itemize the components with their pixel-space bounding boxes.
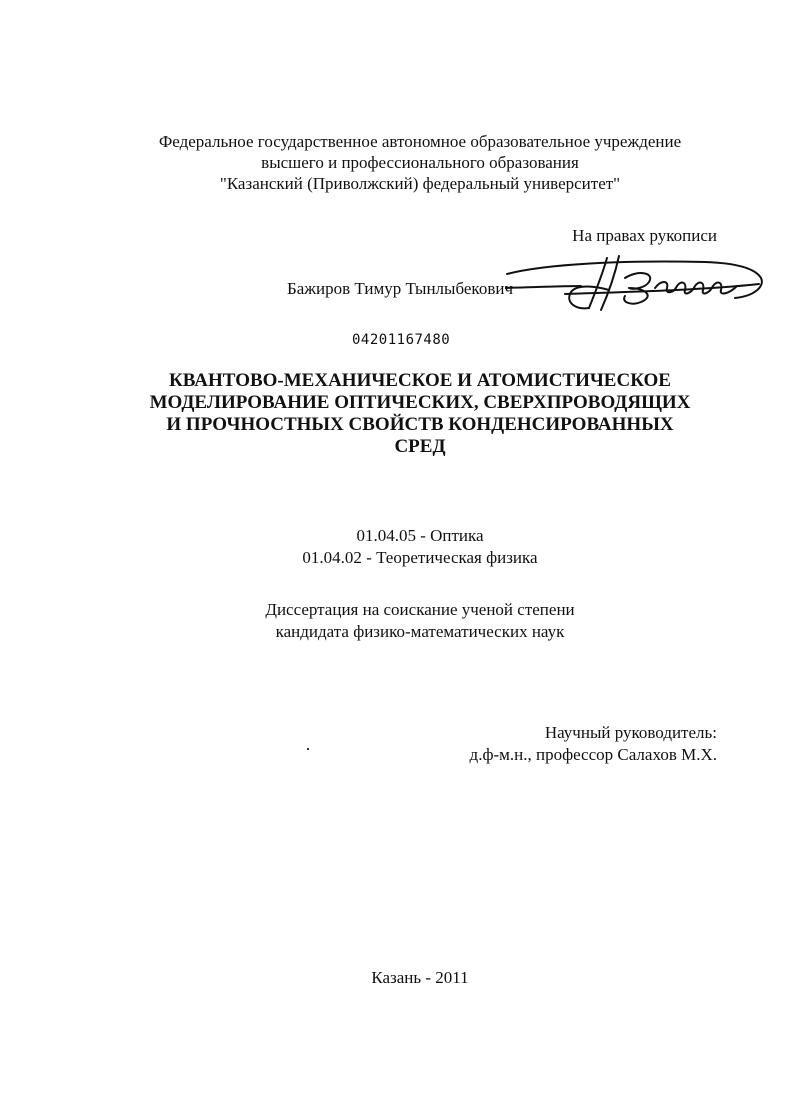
title-line-1: КВАНТОВО-МЕХАНИЧЕСКОЕ И АТОМИСТИЧЕСКОЕ xyxy=(169,370,671,391)
registration-number: 04201167480 xyxy=(352,332,451,348)
specialty-codes xyxy=(0,525,799,569)
institution-line-3: "Казанский (Приволжский) федеральный университет" xyxy=(219,174,621,193)
author-name: Бажиров Тимур Тынлыбекович xyxy=(287,279,513,298)
institution-header xyxy=(0,131,799,194)
specialty-1: 01.04.05 - Оптика xyxy=(356,526,484,545)
dissertation-title xyxy=(0,370,799,458)
handwritten-signature xyxy=(505,252,767,314)
manuscript-note: На правах рукописи xyxy=(572,226,717,245)
degree-statement xyxy=(0,599,799,643)
title-line-2: МОДЕЛИРОВАНИЕ ОПТИЧЕСКИХ, СВЕРХПРОВОДЯЩИХ xyxy=(149,392,691,413)
institution-line-1: Федеральное государственное автономное образовательное учреждение xyxy=(158,132,682,151)
title-line-4: СРЕД xyxy=(394,436,446,457)
title-line-3: И ПРОЧНОСТНЫХ СВОЙСТВ КОНДЕНСИРОВАННЫХ xyxy=(166,414,674,435)
institution-line-2: высшего и профессионального образования xyxy=(261,153,579,172)
degree-line-2: кандидата физико-математических наук xyxy=(275,622,565,641)
city-year: Казань - 2011 xyxy=(371,968,469,987)
supervisor-label: Научный руководитель: xyxy=(544,723,717,742)
scan-speck xyxy=(307,748,309,750)
degree-line-1: Диссертация на соискание ученой степени xyxy=(265,600,575,619)
specialty-2: 01.04.02 - Теоретическая физика xyxy=(302,548,538,567)
supervisor-block xyxy=(470,722,717,766)
supervisor-name: д.ф-м.н., профессор Салахов М.Х. xyxy=(469,745,717,764)
